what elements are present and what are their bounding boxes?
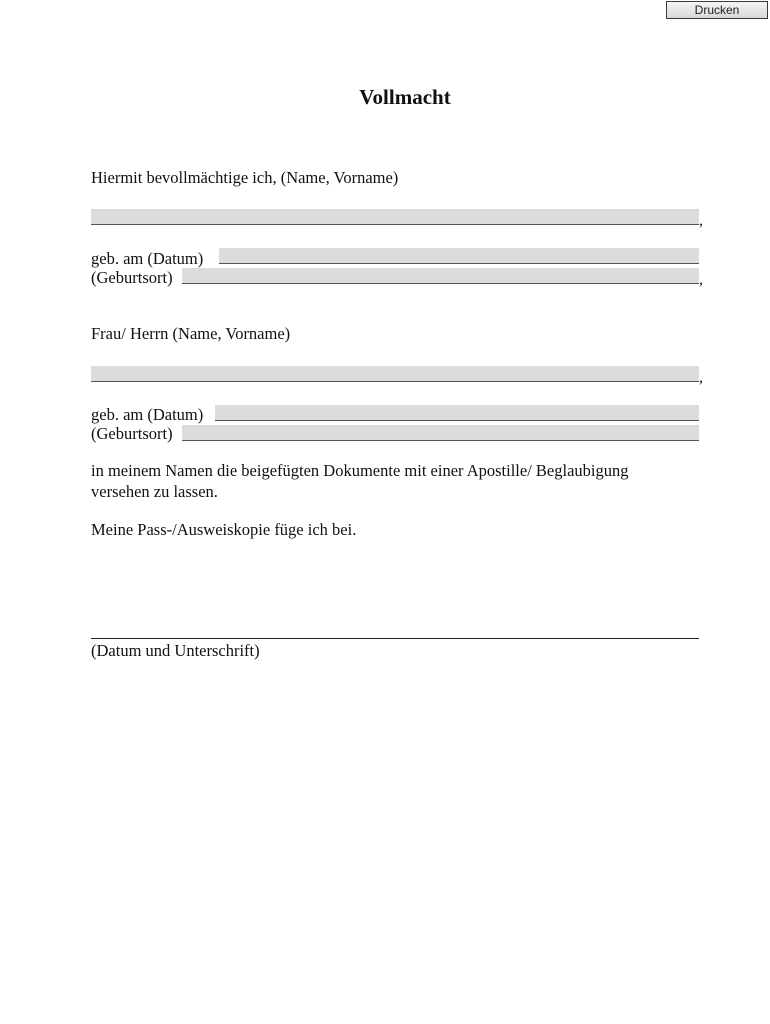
agent-intro-text: Frau/ Herrn (Name, Vorname) xyxy=(91,324,291,343)
comma: , xyxy=(699,212,703,229)
principal-birthplace-field[interactable] xyxy=(182,268,699,284)
agent-birthdate-field[interactable] xyxy=(215,405,699,421)
agent-name-field[interactable] xyxy=(91,366,699,382)
purpose-text-line1: in meinem Namen die beigefügten Dokumente mit einer Apostille/ Beglaubigung xyxy=(91,461,629,480)
document-title: Vollmacht xyxy=(359,85,451,109)
principal-birthdate-field[interactable] xyxy=(219,248,699,264)
agent-birthplace-label: (Geburtsort) xyxy=(91,424,173,443)
agent-birthdate-label: geb. am (Datum) xyxy=(91,405,204,424)
signature-line xyxy=(91,638,699,639)
attachment-note: Meine Pass-/Ausweiskopie füge ich bei. xyxy=(91,520,357,539)
principal-name-field[interactable] xyxy=(91,209,699,225)
principal-birthplace-label: (Geburtsort) xyxy=(91,268,173,287)
comma: , xyxy=(699,271,703,288)
agent-birthplace-field[interactable] xyxy=(182,425,699,441)
purpose-text-line2: versehen zu lassen. xyxy=(91,482,218,501)
comma: , xyxy=(699,369,703,386)
principal-intro-text: Hiermit bevollmächtige ich, (Name, Vorname) xyxy=(91,168,399,187)
principal-birthdate-label: geb. am (Datum) xyxy=(91,249,204,268)
signature-label: (Datum und Unterschrift) xyxy=(91,641,260,660)
print-button[interactable]: Drucken xyxy=(666,1,768,19)
